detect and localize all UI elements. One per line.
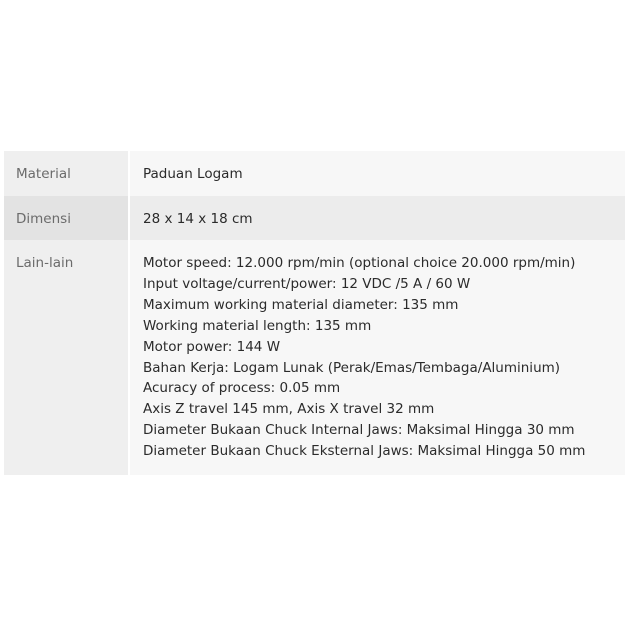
spec-value: 28 x 14 x 18 cm bbox=[143, 211, 253, 227]
spec-value-line: Working material length: 135 mm bbox=[143, 317, 372, 334]
spec-value-line: Input voltage/current/power: 12 VDC /5 A / 60 W bbox=[143, 275, 471, 292]
spec-value-line: Acuracy of process: 0.05 mm bbox=[143, 380, 341, 397]
spec-label: Material bbox=[4, 151, 130, 196]
spec-value-line: Motor power: 144 W bbox=[143, 338, 281, 355]
spec-row-dimensi bbox=[4, 196, 625, 240]
spec-row-lain-lain bbox=[4, 240, 625, 475]
spec-value: Paduan Logam bbox=[143, 166, 243, 182]
spec-value-line: Axis Z travel 145 mm, Axis X travel 32 mm bbox=[143, 401, 435, 418]
spec-table bbox=[4, 151, 625, 475]
spec-value-line: Diameter Bukaan Chuck Internal Jaws: Maksimal Hingga 30 mm bbox=[143, 422, 575, 439]
spec-label: Lain-lain bbox=[4, 240, 130, 475]
spec-row-material bbox=[4, 151, 625, 196]
spec-label: Dimensi bbox=[4, 196, 130, 240]
spec-value-line: Maximum working material diameter: 135 mm bbox=[143, 296, 459, 313]
spec-value-line: Motor speed: 12.000 rpm/min (optional choice 20.000 rpm/min) bbox=[143, 255, 576, 271]
spec-value-line: Diameter Bukaan Chuck Eksternal Jaws: Maksimal Hingga 50 mm bbox=[143, 443, 586, 460]
spec-value-line: Bahan Kerja: Logam Lunak (Perak/Emas/Tembaga/Aluminium) bbox=[143, 359, 561, 376]
spec-value-list bbox=[130, 240, 625, 475]
